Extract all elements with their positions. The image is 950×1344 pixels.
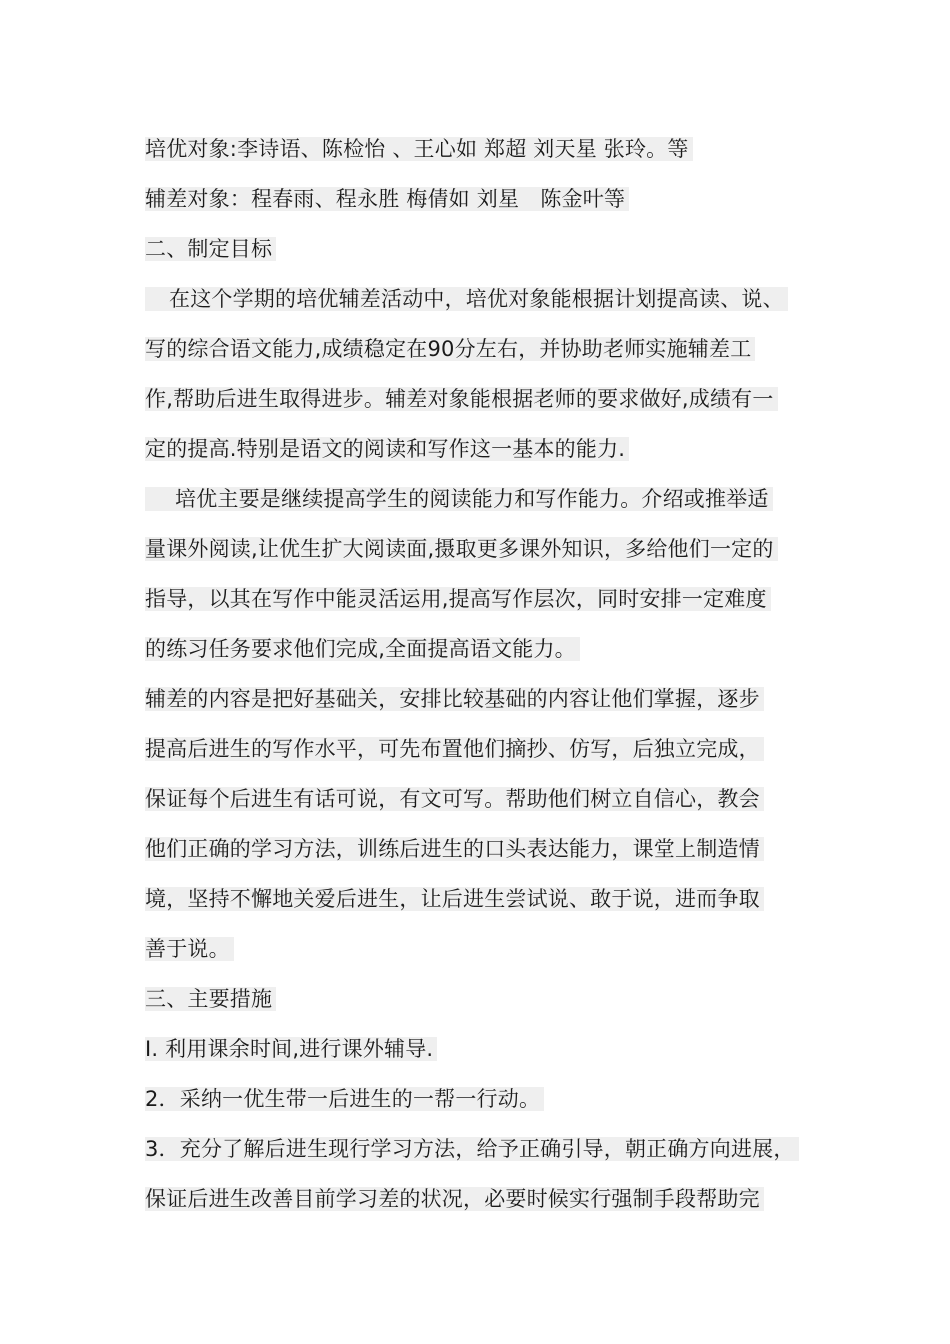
line-text: 辅差对象：程春雨、程永胜 梅倩如 刘星 陈金叶等	[145, 187, 629, 211]
line-text: 量课外阅读,让优生扩大阅读面,摄取更多课外知识，多给他们一定的	[145, 537, 778, 561]
list-item-2	[145, 1082, 544, 1116]
line-text: 3．充分了解后进生现行学习方法，给予正确引导，朝正确方向进展，	[145, 1137, 799, 1161]
line-text: 境，坚持不懈地关爱后进生，让后进生尝试说、敢于说，进而争取	[145, 887, 764, 911]
text-line-16	[145, 882, 764, 916]
line-text: 善于说。	[145, 937, 234, 961]
text-line-4	[145, 282, 788, 316]
line-text: 保证后进生改善目前学习差的状况，必要时候实行强制手段帮助完	[145, 1187, 764, 1211]
line-text: 2．采纳一优生带一后进生的一帮一行动。	[145, 1087, 544, 1111]
list-item-3	[145, 1132, 799, 1166]
line-text: 的练习任务要求他们完成,全面提高语文能力。	[145, 637, 580, 661]
text-line-7	[145, 432, 629, 466]
line-text: 他们正确的学习方法，训练后进生的口头表达能力，课堂上制造情	[145, 837, 764, 861]
text-line-10	[145, 582, 771, 616]
list-item-1	[145, 1032, 437, 1066]
line-text: 培优主要是继续提高学生的阅读能力和写作能力。介绍或推举适	[145, 487, 773, 511]
line-text: 提高后进生的写作水平，可先布置他们摘抄、仿写，后独立完成，	[145, 737, 764, 761]
text-line-13	[145, 732, 764, 766]
text-line-8	[145, 482, 773, 516]
text-line-2	[145, 182, 629, 216]
text-line-11	[145, 632, 580, 666]
text-line-15	[145, 832, 764, 866]
heading-text: 二、制定目标	[145, 237, 276, 261]
line-text: 辅差的内容是把好基础关，安排比较基础的内容让他们掌握，逐步	[145, 687, 764, 711]
text-line-17	[145, 932, 234, 966]
section-heading-measures	[145, 982, 276, 1016]
text-line-5	[145, 332, 755, 366]
line-text: 培优对象:李诗语、陈检怡 、王心如 郑超 刘天星 张玲。等	[145, 137, 693, 161]
text-line-14	[145, 782, 764, 816]
text-line-9	[145, 532, 778, 566]
line-text: I. 利用课余时间,进行课外辅导.	[145, 1037, 437, 1061]
section-heading-goals	[145, 232, 276, 266]
text-line-6	[145, 382, 778, 416]
text-line-12	[145, 682, 764, 716]
text-line-1	[145, 132, 693, 166]
line-text: 指导，以其在写作中能灵活运用,提高写作层次，同时安排一定难度	[145, 587, 771, 611]
text-line-22	[145, 1182, 764, 1216]
line-text: 保证每个后进生有话可说，有文可写。帮助他们树立自信心，教会	[145, 787, 764, 811]
heading-text: 三、主要措施	[145, 987, 276, 1011]
line-text: 在这个学期的培优辅差活动中，培优对象能根据计划提高读、说、	[145, 287, 788, 311]
line-text: 定的提高.特别是语文的阅读和写作这一基本的能力.	[145, 437, 629, 461]
line-text: 写的综合语文能力,成绩稳定在90分左右，并协助老师实施辅差工	[145, 337, 755, 361]
line-text: 作,帮助后进生取得进步。辅差对象能根据老师的要求做好,成绩有一	[145, 387, 778, 411]
